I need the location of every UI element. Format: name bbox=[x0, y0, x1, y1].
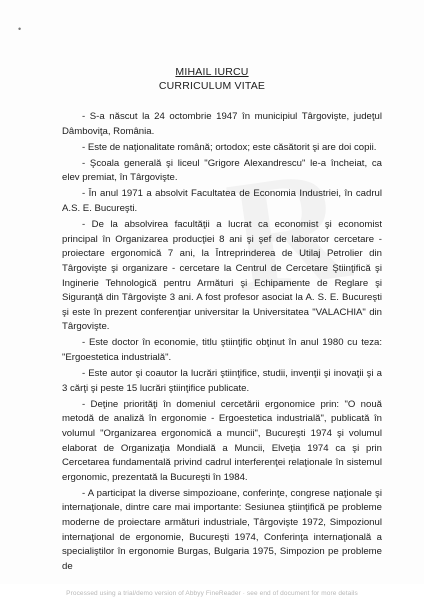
paragraph-school: - Şcoala generală şi liceul "Grigore Alexandrescu" le-a încheiat, ca elev premiat, în Târgovişte. bbox=[62, 157, 382, 184]
paragraph-doctorate: - Este doctor în economie, titlu ştiinţific obţinut în anul 1980 cu teza: "Ergoestetica industrială". bbox=[62, 337, 382, 363]
paragraph-career: - De la absolvirea facultăţii a lucrat ca economist şi economist principal în Organizarea producţiei 8 ani şi şef de laborator cercetare - proiectare ergonomică 7 ani, la Întreprinderea de Utilaj Petrolier din Târgovişte şi organizare - cercetare la Centrul de Cercetare Ştiinţifică şi Inginerie Tehnologică pentru Armături şi Echipamente de Reglare şi Siguranţă din Târgovişte 3 ani. A fost profesor asociat la A. S. E. Bucureşti şi este în prezent conferenţiar universitar la Universitatea "VALACHIA" din Târgovişte. bbox=[62, 219, 382, 333]
paragraph-university: - În anul 1971 a absolvit Facultatea de Economia Industriei, în cadrul A.S. E. Bucureşti. bbox=[62, 188, 382, 215]
corner-mark: • bbox=[18, 24, 22, 34]
paragraph-conferences: - A participat la diverse simpozioane, conferinţe, congrese naţionale şi internaţionale, dintre care mai importante: Sesiunea ştiinţifică pe probleme moderne de proiectare armături industriale, Târgovişte 1972, Simpozionul internaţional de ergonomie, Bucureşti 1974, Conferinţa internaţională a specialiştilor în ergonomie Burgas, Bulgaria 1975, Simpozion pe probleme de bbox=[62, 487, 382, 572]
paragraph-birth: - S-a născut la 24 octombrie 1947 în municipiul Târgovişte, judeţul Dâmboviţa, România. bbox=[62, 111, 382, 137]
cv-body bbox=[62, 110, 382, 576]
paragraph-priorities: - Deţine priorităţi în domeniul cercetării ergonomice prin: "O nouă metodă de analiză în ergonomie - Ergoestetica industrială", publicată în volumul "Organizarea ergonomică a muncii", Bucureşti 1974 şi volumul elaborat de Organizaţia Mondială a Muncii, Elveţia 1974 ca şi prin Cercetarea fundamentală privind cadrul interferenţei relaţionale în sistemul ergonomic, prezentată la Bucureşti în 1984. bbox=[62, 398, 382, 483]
document-title: CURRICULUM VITAE bbox=[158, 80, 266, 92]
paragraph-publications: - Este autor şi coautor la lucrări ştiinţifice, studii, invenţii şi inovaţii şi a 3 cărţi şi peste 15 lucrări ştiinţifice publicate. bbox=[62, 368, 382, 394]
footer-note: Processed using a trial/demo version of Abbyy FineReader · see end of document for more details bbox=[66, 590, 358, 597]
author-name: MIHAIL IURCU bbox=[175, 66, 249, 78]
paragraph-nationality: - Este de naţionalitate română; ortodox; este căsătorit şi are doi copii. bbox=[82, 141, 377, 153]
